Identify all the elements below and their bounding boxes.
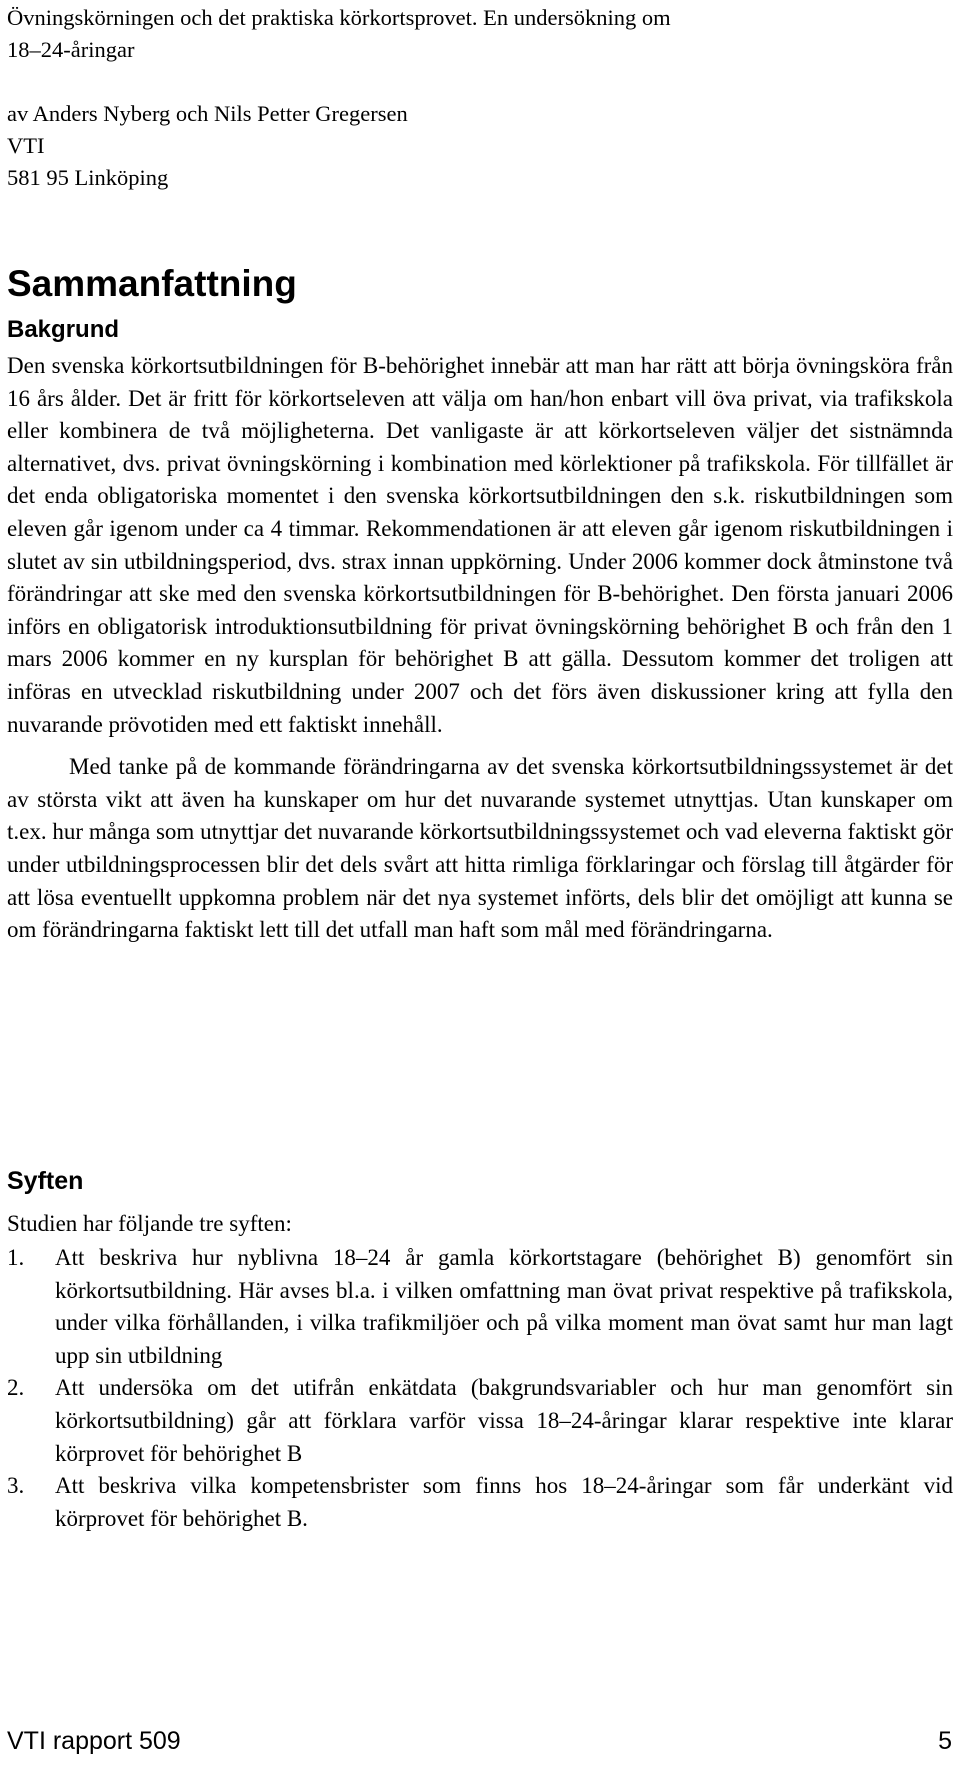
page-number: 5 (938, 1727, 952, 1755)
list-item-text: Att beskriva vilka kompetensbrister som finns hos 18–24-åringar som får underkänt vid körprovet för behörighet B. (55, 1473, 953, 1531)
summary-paragraph-2: Med tanke på de kommande förändringarna av det svenska körkortsutbildningssystemet är det av största vikt att även ha kunskaper om hur det nuvarande systemet utnyttjas. Utan kunskaper om t.ex. hur många som utnyttjar det nuvarande körkortsutbildningssystemet och vad eleverna faktiskt gör under utbildningsprocessen blir det dels svårt att hitta rimliga förklaringar och förslag till åtgärder för att lösa eventuellt uppkomna problem när det nya systemet införts, dels blir det omöjligt att kunna se om förändringarna faktiskt lett till det utfall man haft som mål med förändringarna. (7, 754, 953, 943)
list-item (7, 1372, 953, 1470)
aims-heading: Syften (7, 1167, 84, 1195)
address: 581 95 Linköping (7, 165, 169, 190)
title-line-2: 18–24-åringar (7, 37, 135, 62)
report-footer: VTI rapport 509 (7, 1727, 181, 1755)
summary-paragraph-1: Den svenska körkortsutbildningen för B-behörighet innebär att man har rätt att börja övningsköra från 16 års ålder. Det är fritt för körkortseleven att välja om han/hon enbart vill öva privat, via trafikskola eller kombinera de två möjligheterna. Det vanligaste är att körkortseleven väljer det sistnämnda alternativet, dvs. privat övningskörning i kombination med körlektioner på trafikskola. För tillfället är det enda obligatoriska momentet i den svenska körkortsutbildningen den s.k. riskutbildningen som eleven går igenom under ca 4 timmar. Rekommendationen är att eleven går igenom riskutbildningen i slutet av sin utbildningsperiod, dvs. strax innan uppkörning. Under 2006 kommer dock åtminstone två förändringar att ske med den svenska körkortsutbildningen för B-behörighet. Den första januari 2006 införs en obligatorisk introduktionsutbildning för privat övningskörning behörighet B och från den 1 mars 2006 kommer en ny kursplan för behörighet B att gälla. Dessutom kommer det troligen att införas en utvecklad riskutbildning under 2007 och det förs även diskussioner kring att fylla den nuvarande prövotiden med ett faktiskt innehåll. (7, 353, 953, 737)
summary-body (7, 350, 953, 947)
background-heading: Bakgrund (7, 316, 120, 343)
list-item (7, 1470, 953, 1535)
document-title (7, 2, 953, 66)
title-line-1: Övningskörningen och det praktiska körkortsprovet. En undersökning om (7, 5, 671, 30)
author-block (7, 98, 953, 194)
aims-intro: Studien har följande tre syften: (7, 1211, 292, 1236)
list-item-number: 1. (7, 1245, 25, 1270)
list-item-number: 2. (7, 1375, 25, 1401)
list-item-text: Att beskriva hur nyblivna 18–24 år gamla körkortstagare (behörighet B) genomfört sin körkortsutbildning. Här avses bl.a. i vilken omfattning man övat privat respektive på trafikskola, under vilka förhållanden, i vilka trafikmiljöer och på vilka moment man övat samt hur man lagt upp sin utbildning (55, 1245, 953, 1368)
organization: VTI (7, 133, 45, 158)
list-item-number: 3. (7, 1473, 25, 1499)
authors: av Anders Nyberg och Nils Petter Gregersen (7, 101, 408, 126)
summary-heading: Sammanfattning (7, 263, 297, 304)
list-item (7, 1242, 953, 1372)
aims-list (7, 1242, 953, 1535)
list-item-text: Att undersöka om det utifrån enkätdata (bakgrundsvariabler och hur man genomfört sin körkortsutbildning) går att förklara varför vissa 18–24-åringar klarar respektive inte klarar körprovet för behörighet B (55, 1375, 953, 1466)
